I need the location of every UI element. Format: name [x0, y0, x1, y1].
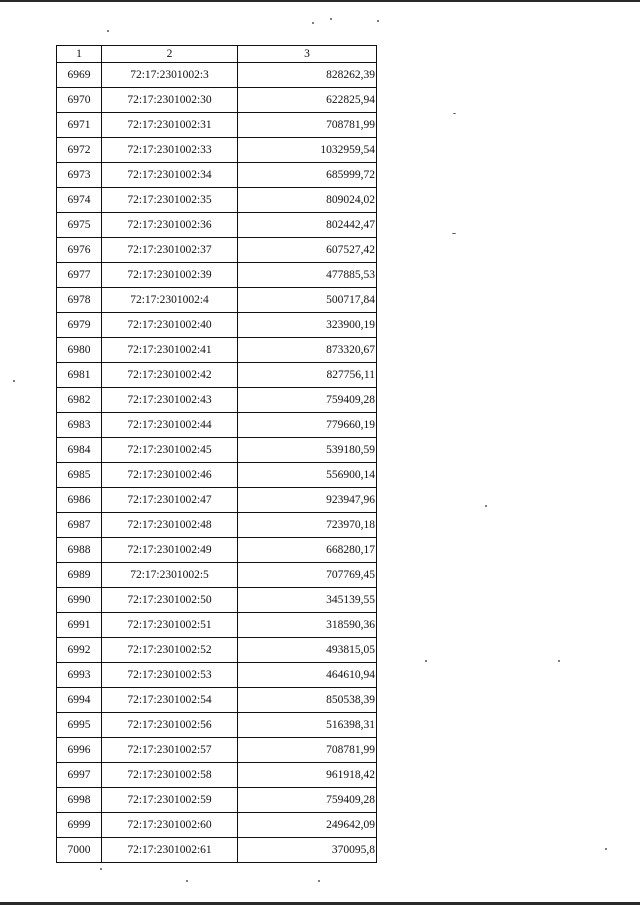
- row-number-cell: 6983: [57, 413, 102, 438]
- scan-speck: [452, 233, 456, 234]
- table-row: [57, 538, 377, 563]
- cadastral-number-cell: 72:17:2301002:3: [102, 63, 238, 88]
- table-row: [57, 313, 377, 338]
- cadastral-value-cell: 464610,94: [238, 663, 377, 688]
- cadastral-number-cell: 72:17:2301002:42: [102, 363, 238, 388]
- row-number-cell: 6986: [57, 488, 102, 513]
- cadastral-number-cell: 72:17:2301002:5: [102, 563, 238, 588]
- cadastral-value-cell: 708781,99: [238, 113, 377, 138]
- cadastral-number-cell: 72:17:2301002:36: [102, 213, 238, 238]
- cadastral-number-cell: 72:17:2301002:37: [102, 238, 238, 263]
- table-row: [57, 138, 377, 163]
- cadastral-value-cell: 685999,72: [238, 163, 377, 188]
- scan-speck: [318, 880, 320, 882]
- table-row: [57, 513, 377, 538]
- cadastral-value-cell: 1032959,54: [238, 138, 377, 163]
- cadastral-value-cell: 759409,28: [238, 388, 377, 413]
- table-row: [57, 688, 377, 713]
- cadastral-value-cell: 318590,36: [238, 613, 377, 638]
- row-number-cell: 6987: [57, 513, 102, 538]
- table-row: [57, 638, 377, 663]
- column-header-3: 3: [238, 46, 377, 63]
- table-row: [57, 63, 377, 88]
- table-row: [57, 438, 377, 463]
- row-number-cell: 6969: [57, 63, 102, 88]
- table-header-row: [57, 46, 377, 63]
- row-number-cell: 6993: [57, 663, 102, 688]
- row-number-cell: 6981: [57, 363, 102, 388]
- scan-speck: [107, 30, 109, 32]
- cadastral-value-cell: 556900,14: [238, 463, 377, 488]
- table-row: [57, 738, 377, 763]
- cadastral-value-cell: 707769,45: [238, 563, 377, 588]
- scan-speck: [312, 22, 314, 24]
- cadastral-number-cell: 72:17:2301002:61: [102, 838, 238, 863]
- cadastral-number-cell: 72:17:2301002:43: [102, 388, 238, 413]
- row-number-cell: 6975: [57, 213, 102, 238]
- cadastral-number-cell: 72:17:2301002:40: [102, 313, 238, 338]
- cadastral-number-cell: 72:17:2301002:60: [102, 813, 238, 838]
- row-number-cell: 6974: [57, 188, 102, 213]
- cadastral-number-cell: 72:17:2301002:49: [102, 538, 238, 563]
- cadastral-value-cell: 249642,09: [238, 813, 377, 838]
- table-row: [57, 388, 377, 413]
- table-row: [57, 188, 377, 213]
- cadastral-number-cell: 72:17:2301002:44: [102, 413, 238, 438]
- cadastral-value-cell: 622825,94: [238, 88, 377, 113]
- row-number-cell: 6980: [57, 338, 102, 363]
- row-number-cell: 6972: [57, 138, 102, 163]
- cadastral-number-cell: 72:17:2301002:48: [102, 513, 238, 538]
- table-row: [57, 838, 377, 863]
- table-row: [57, 338, 377, 363]
- row-number-cell: 6989: [57, 563, 102, 588]
- cadastral-number-cell: 72:17:2301002:58: [102, 763, 238, 788]
- cadastral-number-cell: 72:17:2301002:34: [102, 163, 238, 188]
- table-row: [57, 238, 377, 263]
- row-number-cell: 6994: [57, 688, 102, 713]
- cadastral-value-cell: 500717,84: [238, 288, 377, 313]
- row-number-cell: 6995: [57, 713, 102, 738]
- page-top-edge: [0, 0, 640, 2]
- cadastral-number-cell: 72:17:2301002:41: [102, 338, 238, 363]
- cadastral-value-cell: 493815,05: [238, 638, 377, 663]
- table-row: [57, 563, 377, 588]
- cadastral-value-table: [56, 45, 377, 863]
- cadastral-number-cell: 72:17:2301002:35: [102, 188, 238, 213]
- cadastral-value-cell: 802442,47: [238, 213, 377, 238]
- cadastral-value-cell: 723970,18: [238, 513, 377, 538]
- row-number-cell: 6992: [57, 638, 102, 663]
- cadastral-value-cell: 345139,55: [238, 588, 377, 613]
- cadastral-value-cell: 516398,31: [238, 713, 377, 738]
- scan-speck: [377, 20, 379, 22]
- table-row: [57, 163, 377, 188]
- cadastral-value-cell: 323900,19: [238, 313, 377, 338]
- cadastral-value-cell: 961918,42: [238, 763, 377, 788]
- cadastral-value-cell: 370095,8: [238, 838, 377, 863]
- table-row: [57, 713, 377, 738]
- cadastral-value-cell: 539180,59: [238, 438, 377, 463]
- table-row: [57, 88, 377, 113]
- cadastral-number-cell: 72:17:2301002:31: [102, 113, 238, 138]
- scan-speck: [13, 380, 15, 382]
- cadastral-number-cell: 72:17:2301002:57: [102, 738, 238, 763]
- row-number-cell: 6978: [57, 288, 102, 313]
- cadastral-number-cell: 72:17:2301002:52: [102, 638, 238, 663]
- table-row: [57, 588, 377, 613]
- table-row: [57, 488, 377, 513]
- row-number-cell: 6999: [57, 813, 102, 838]
- scan-speck: [453, 113, 456, 114]
- table-row: [57, 663, 377, 688]
- row-number-cell: 6973: [57, 163, 102, 188]
- column-header-1: 1: [57, 46, 102, 63]
- cadastral-number-cell: 72:17:2301002:56: [102, 713, 238, 738]
- table-row: [57, 363, 377, 388]
- cadastral-number-cell: 72:17:2301002:46: [102, 463, 238, 488]
- cadastral-number-cell: 72:17:2301002:54: [102, 688, 238, 713]
- cadastral-value-cell: 779660,19: [238, 413, 377, 438]
- table-row: [57, 613, 377, 638]
- scan-speck: [425, 660, 427, 662]
- row-number-cell: 6991: [57, 613, 102, 638]
- cadastral-number-cell: 72:17:2301002:51: [102, 613, 238, 638]
- table-row: [57, 213, 377, 238]
- cadastral-value-cell: 809024,02: [238, 188, 377, 213]
- scan-speck: [605, 848, 607, 850]
- table-row: [57, 413, 377, 438]
- table-row: [57, 463, 377, 488]
- row-number-cell: 6976: [57, 238, 102, 263]
- cadastral-number-cell: 72:17:2301002:33: [102, 138, 238, 163]
- row-number-cell: 6985: [57, 463, 102, 488]
- row-number-cell: 6998: [57, 788, 102, 813]
- row-number-cell: 6984: [57, 438, 102, 463]
- row-number-cell: 6990: [57, 588, 102, 613]
- row-number-cell: 6988: [57, 538, 102, 563]
- table-row: [57, 113, 377, 138]
- cadastral-value-cell: 607527,42: [238, 238, 377, 263]
- cadastral-value-cell: 827756,11: [238, 363, 377, 388]
- cadastral-number-cell: 72:17:2301002:45: [102, 438, 238, 463]
- cadastral-number-cell: 72:17:2301002:4: [102, 288, 238, 313]
- row-number-cell: 7000: [57, 838, 102, 863]
- scan-speck: [485, 505, 487, 507]
- cadastral-value-cell: 668280,17: [238, 538, 377, 563]
- row-number-cell: 6996: [57, 738, 102, 763]
- table-body: [57, 63, 377, 863]
- row-number-cell: 6997: [57, 763, 102, 788]
- row-number-cell: 6977: [57, 263, 102, 288]
- cadastral-value-cell: 828262,39: [238, 63, 377, 88]
- cadastral-number-cell: 72:17:2301002:59: [102, 788, 238, 813]
- scan-speck: [558, 660, 560, 662]
- table-row: [57, 288, 377, 313]
- table-row: [57, 813, 377, 838]
- row-number-cell: 6971: [57, 113, 102, 138]
- cadastral-number-cell: 72:17:2301002:50: [102, 588, 238, 613]
- table-row: [57, 788, 377, 813]
- cadastral-value-cell: 477885,53: [238, 263, 377, 288]
- row-number-cell: 6970: [57, 88, 102, 113]
- table-row: [57, 763, 377, 788]
- cadastral-value-cell: 923947,96: [238, 488, 377, 513]
- cadastral-number-cell: 72:17:2301002:53: [102, 663, 238, 688]
- cadastral-value-cell: 873320,67: [238, 338, 377, 363]
- cadastral-value-cell: 759409,28: [238, 788, 377, 813]
- row-number-cell: 6979: [57, 313, 102, 338]
- cadastral-number-cell: 72:17:2301002:30: [102, 88, 238, 113]
- scan-speck: [330, 18, 332, 20]
- cadastral-value-cell: 850538,39: [238, 688, 377, 713]
- cadastral-number-cell: 72:17:2301002:47: [102, 488, 238, 513]
- cadastral-number-cell: 72:17:2301002:39: [102, 263, 238, 288]
- scan-speck: [186, 880, 188, 882]
- column-header-2: 2: [102, 46, 238, 63]
- row-number-cell: 6982: [57, 388, 102, 413]
- table-row: [57, 263, 377, 288]
- cadastral-value-cell: 708781,99: [238, 738, 377, 763]
- scan-speck: [100, 868, 102, 870]
